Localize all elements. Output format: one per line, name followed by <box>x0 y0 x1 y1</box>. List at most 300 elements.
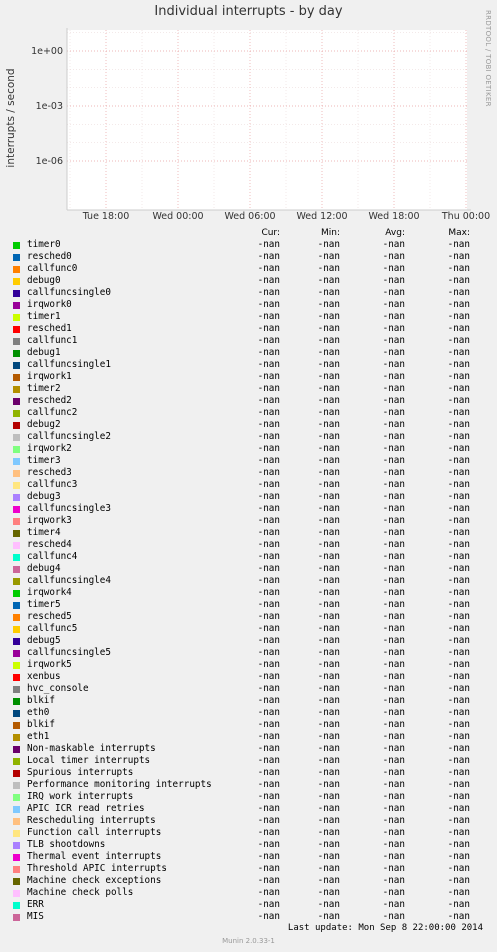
series-name: ERR <box>27 899 44 910</box>
series-name: debug2 <box>27 419 61 430</box>
legend-swatch <box>13 662 20 669</box>
series-min-value: -nan <box>317 359 340 370</box>
legend-row <box>0 455 497 467</box>
series-min-value: -nan <box>317 863 340 874</box>
legend-row <box>0 491 497 503</box>
series-avg-value: -nan <box>382 743 405 754</box>
series-name: debug0 <box>27 275 61 286</box>
series-avg-value: -nan <box>382 275 405 286</box>
series-min-value: -nan <box>317 491 340 502</box>
legend-swatch <box>13 278 20 285</box>
legend-swatch <box>13 314 20 321</box>
legend-swatch <box>13 842 20 849</box>
series-name: irqwork5 <box>27 659 72 670</box>
series-name: xenbus <box>27 671 61 682</box>
legend-row <box>0 611 497 623</box>
series-avg-value: -nan <box>382 407 405 418</box>
series-cur-value: -nan <box>257 911 280 922</box>
series-max-value: -nan <box>447 455 470 466</box>
series-max-value: -nan <box>447 491 470 502</box>
series-min-value: -nan <box>317 275 340 286</box>
chart-title: Individual interrupts - by day <box>154 4 343 19</box>
series-cur-value: -nan <box>257 683 280 694</box>
series-cur-value: -nan <box>257 323 280 334</box>
legend-swatch <box>13 554 20 561</box>
series-name: callfuncsingle2 <box>27 431 111 442</box>
series-min-value: -nan <box>317 395 340 406</box>
series-name: callfunc5 <box>27 623 78 634</box>
legend-swatch <box>13 566 20 573</box>
series-avg-value: -nan <box>382 623 405 634</box>
legend-row <box>0 467 497 479</box>
series-name: irqwork0 <box>27 299 72 310</box>
legend-row <box>0 839 497 851</box>
series-max-value: -nan <box>447 515 470 526</box>
series-name: debug5 <box>27 635 61 646</box>
series-name: timer1 <box>27 311 61 322</box>
series-min-value: -nan <box>317 779 340 790</box>
series-max-value: -nan <box>447 263 470 274</box>
series-min-value: -nan <box>317 611 340 622</box>
legend-row <box>0 827 497 839</box>
series-avg-value: -nan <box>382 587 405 598</box>
legend-row <box>0 767 497 779</box>
series-min-value: -nan <box>317 323 340 334</box>
legend-swatch <box>13 806 20 813</box>
y-tick-label: 1e+00 <box>31 46 63 57</box>
series-cur-value: -nan <box>257 851 280 862</box>
legend-swatch <box>13 434 20 441</box>
series-min-value: -nan <box>317 347 340 358</box>
series-max-value: -nan <box>447 311 470 322</box>
series-cur-value: -nan <box>257 647 280 658</box>
series-cur-value: -nan <box>257 311 280 322</box>
legend-row <box>0 623 497 635</box>
rrdtool-credit: RRDTOOL / TOBI OETIKER <box>484 10 492 107</box>
series-cur-value: -nan <box>257 731 280 742</box>
legend-column-header: Max: <box>448 228 470 238</box>
series-avg-value: -nan <box>382 239 405 250</box>
series-avg-value: -nan <box>382 491 405 502</box>
legend-row <box>0 395 497 407</box>
series-avg-value: -nan <box>382 251 405 262</box>
legend-column-header: Cur: <box>261 228 280 238</box>
series-avg-value: -nan <box>382 755 405 766</box>
series-max-value: -nan <box>447 899 470 910</box>
series-min-value: -nan <box>317 719 340 730</box>
series-avg-value: -nan <box>382 359 405 370</box>
legend-row <box>0 503 497 515</box>
legend-row <box>0 347 497 359</box>
legend-swatch <box>13 638 20 645</box>
series-min-value: -nan <box>317 743 340 754</box>
series-cur-value: -nan <box>257 383 280 394</box>
legend-swatch <box>13 734 20 741</box>
series-name: timer3 <box>27 455 61 466</box>
legend-row <box>0 287 497 299</box>
legend-row <box>0 443 497 455</box>
legend-row <box>0 371 497 383</box>
series-avg-value: -nan <box>382 539 405 550</box>
series-cur-value: -nan <box>257 767 280 778</box>
series-cur-value: -nan <box>257 827 280 838</box>
series-avg-value: -nan <box>382 419 405 430</box>
series-name: callfuncsingle4 <box>27 575 111 586</box>
series-min-value: -nan <box>317 563 340 574</box>
series-min-value: -nan <box>317 827 340 838</box>
series-min-value: -nan <box>317 383 340 394</box>
series-avg-value: -nan <box>382 875 405 886</box>
series-min-value: -nan <box>317 335 340 346</box>
series-min-value: -nan <box>317 635 340 646</box>
legend-row <box>0 851 497 863</box>
x-tick-label: Wed 12:00 <box>296 211 348 222</box>
series-max-value: -nan <box>447 731 470 742</box>
series-max-value: -nan <box>447 323 470 334</box>
legend-row <box>0 647 497 659</box>
series-avg-value: -nan <box>382 887 405 898</box>
series-name: callfuncsingle1 <box>27 359 111 370</box>
series-name: Rescheduling interrupts <box>27 815 156 826</box>
series-max-value: -nan <box>447 743 470 754</box>
legend-swatch <box>13 686 20 693</box>
legend-swatch <box>13 542 20 549</box>
series-avg-value: -nan <box>382 563 405 574</box>
series-name: resched2 <box>27 395 72 406</box>
x-tick-label: Wed 18:00 <box>368 211 420 222</box>
series-avg-value: -nan <box>382 527 405 538</box>
legend-swatch <box>13 470 20 477</box>
series-max-value: -nan <box>447 779 470 790</box>
legend-row <box>0 815 497 827</box>
series-cur-value: -nan <box>257 491 280 502</box>
series-min-value: -nan <box>317 431 340 442</box>
legend-swatch <box>13 698 20 705</box>
legend-swatch <box>13 374 20 381</box>
series-avg-value: -nan <box>382 659 405 670</box>
series-max-value: -nan <box>447 419 470 430</box>
series-cur-value: -nan <box>257 479 280 490</box>
series-name: callfunc2 <box>27 407 78 418</box>
legend-swatch <box>13 914 20 921</box>
series-min-value: -nan <box>317 443 340 454</box>
legend-swatch <box>13 518 20 525</box>
series-max-value: -nan <box>447 887 470 898</box>
series-cur-value: -nan <box>257 503 280 514</box>
series-name: eth1 <box>27 731 50 742</box>
series-cur-value: -nan <box>257 611 280 622</box>
legend-swatch <box>13 866 20 873</box>
series-avg-value: -nan <box>382 791 405 802</box>
series-max-value: -nan <box>447 911 470 922</box>
legend-swatch <box>13 530 20 537</box>
series-min-value: -nan <box>317 551 340 562</box>
series-avg-value: -nan <box>382 767 405 778</box>
series-name: blkif <box>27 719 55 730</box>
series-cur-value: -nan <box>257 719 280 730</box>
series-cur-value: -nan <box>257 287 280 298</box>
series-max-value: -nan <box>447 683 470 694</box>
series-avg-value: -nan <box>382 815 405 826</box>
series-min-value: -nan <box>317 899 340 910</box>
series-name: MIS <box>27 911 44 922</box>
series-cur-value: -nan <box>257 707 280 718</box>
series-min-value: -nan <box>317 803 340 814</box>
legend-row <box>0 599 497 611</box>
series-min-value: -nan <box>317 875 340 886</box>
legend-swatch <box>13 758 20 765</box>
series-max-value: -nan <box>447 635 470 646</box>
series-cur-value: -nan <box>257 587 280 598</box>
legend-swatch <box>13 590 20 597</box>
series-avg-value: -nan <box>382 851 405 862</box>
series-cur-value: -nan <box>257 443 280 454</box>
series-avg-value: -nan <box>382 395 405 406</box>
series-max-value: -nan <box>447 755 470 766</box>
series-max-value: -nan <box>447 299 470 310</box>
legend-row <box>0 431 497 443</box>
series-max-value: -nan <box>447 815 470 826</box>
series-cur-value: -nan <box>257 635 280 646</box>
series-cur-value: -nan <box>257 659 280 670</box>
series-cur-value: -nan <box>257 755 280 766</box>
series-max-value: -nan <box>447 659 470 670</box>
series-max-value: -nan <box>447 839 470 850</box>
legend-row <box>0 419 497 431</box>
series-cur-value: -nan <box>257 431 280 442</box>
legend-swatch <box>13 710 20 717</box>
series-name: TLB shootdowns <box>27 839 106 850</box>
legend-swatch <box>13 674 20 681</box>
series-min-value: -nan <box>317 887 340 898</box>
legend-swatch <box>13 338 20 345</box>
legend-row <box>0 275 497 287</box>
legend-row <box>0 887 497 899</box>
series-avg-value: -nan <box>382 503 405 514</box>
legend-swatch <box>13 878 20 885</box>
series-max-value: -nan <box>447 791 470 802</box>
series-avg-value: -nan <box>382 515 405 526</box>
legend-swatch <box>13 650 20 657</box>
series-min-value: -nan <box>317 851 340 862</box>
series-cur-value: -nan <box>257 875 280 886</box>
series-max-value: -nan <box>447 287 470 298</box>
series-max-value: -nan <box>447 827 470 838</box>
series-cur-value: -nan <box>257 395 280 406</box>
series-avg-value: -nan <box>382 779 405 790</box>
series-name: irqwork4 <box>27 587 72 598</box>
series-min-value: -nan <box>317 455 340 466</box>
legend-row <box>0 323 497 335</box>
series-min-value: -nan <box>317 647 340 658</box>
series-avg-value: -nan <box>382 467 405 478</box>
series-max-value: -nan <box>447 707 470 718</box>
legend-row <box>0 863 497 875</box>
legend-column-header: Min: <box>320 228 340 238</box>
series-name: IRQ work interrupts <box>27 791 134 802</box>
legend-swatch <box>13 818 20 825</box>
series-max-value: -nan <box>447 275 470 286</box>
series-name: blkif <box>27 695 55 706</box>
series-max-value: -nan <box>447 611 470 622</box>
legend-swatch <box>13 446 20 453</box>
series-cur-value: -nan <box>257 887 280 898</box>
series-max-value: -nan <box>447 719 470 730</box>
legend-row <box>0 479 497 491</box>
series-max-value: -nan <box>447 695 470 706</box>
series-avg-value: -nan <box>382 731 405 742</box>
legend-row <box>0 803 497 815</box>
series-max-value: -nan <box>447 383 470 394</box>
legend-row <box>0 239 497 251</box>
series-name: hvc_console <box>27 683 89 694</box>
legend-swatch <box>13 458 20 465</box>
series-name: resched0 <box>27 251 72 262</box>
series-min-value: -nan <box>317 479 340 490</box>
last-update: Last update: Mon Sep 8 22:00:00 2014 <box>287 923 483 933</box>
series-name: timer2 <box>27 383 61 394</box>
legend-row <box>0 731 497 743</box>
legend-swatch <box>13 242 20 249</box>
series-min-value: -nan <box>317 299 340 310</box>
series-name: irqwork3 <box>27 515 72 526</box>
series-avg-value: -nan <box>382 719 405 730</box>
legend-row <box>0 251 497 263</box>
legend-swatch <box>13 770 20 777</box>
series-cur-value: -nan <box>257 695 280 706</box>
series-avg-value: -nan <box>382 299 405 310</box>
series-cur-value: -nan <box>257 347 280 358</box>
series-min-value: -nan <box>317 311 340 322</box>
series-avg-value: -nan <box>382 803 405 814</box>
series-avg-value: -nan <box>382 443 405 454</box>
legend-row <box>0 707 497 719</box>
series-max-value: -nan <box>447 239 470 250</box>
series-min-value: -nan <box>317 659 340 670</box>
series-max-value: -nan <box>447 539 470 550</box>
series-avg-value: -nan <box>382 707 405 718</box>
series-name: Machine check polls <box>27 887 134 898</box>
legend-row <box>0 563 497 575</box>
legend-row <box>0 527 497 539</box>
series-max-value: -nan <box>447 527 470 538</box>
series-cur-value: -nan <box>257 803 280 814</box>
series-cur-value: -nan <box>257 743 280 754</box>
series-avg-value: -nan <box>382 599 405 610</box>
series-min-value: -nan <box>317 419 340 430</box>
series-avg-value: -nan <box>382 347 405 358</box>
legend-swatch <box>13 602 20 609</box>
series-cur-value: -nan <box>257 575 280 586</box>
series-cur-value: -nan <box>257 359 280 370</box>
plot-area <box>67 30 467 210</box>
series-avg-value: -nan <box>382 683 405 694</box>
series-cur-value: -nan <box>257 239 280 250</box>
y-tick-label: 1e-06 <box>35 156 63 167</box>
y-axis-label: interrupts / second <box>5 68 17 168</box>
series-avg-value: -nan <box>382 311 405 322</box>
series-max-value: -nan <box>447 851 470 862</box>
series-min-value: -nan <box>317 251 340 262</box>
legend-swatch <box>13 614 20 621</box>
series-avg-value: -nan <box>382 551 405 562</box>
series-avg-value: -nan <box>382 863 405 874</box>
series-name: callfuncsingle3 <box>27 503 111 514</box>
series-max-value: -nan <box>447 587 470 598</box>
series-max-value: -nan <box>447 875 470 886</box>
legend-swatch <box>13 626 20 633</box>
legend-swatch <box>13 830 20 837</box>
series-name: APIC ICR read retries <box>27 803 145 814</box>
legend-column-header: Avg: <box>385 228 405 238</box>
series-avg-value: -nan <box>382 575 405 586</box>
series-min-value: -nan <box>317 527 340 538</box>
legend-row <box>0 383 497 395</box>
series-name: Threshold APIC interrupts <box>27 863 167 874</box>
series-cur-value: -nan <box>257 863 280 874</box>
series-min-value: -nan <box>317 791 340 802</box>
legend-row <box>0 263 497 275</box>
series-max-value: -nan <box>447 443 470 454</box>
series-min-value: -nan <box>317 839 340 850</box>
legend-row <box>0 515 497 527</box>
legend-row <box>0 335 497 347</box>
series-avg-value: -nan <box>382 263 405 274</box>
series-cur-value: -nan <box>257 815 280 826</box>
series-cur-value: -nan <box>257 899 280 910</box>
series-min-value: -nan <box>317 671 340 682</box>
legend-swatch <box>13 902 20 909</box>
legend-row <box>0 671 497 683</box>
series-min-value: -nan <box>317 623 340 634</box>
series-max-value: -nan <box>447 395 470 406</box>
legend-row <box>0 359 497 371</box>
series-name: callfunc0 <box>27 263 78 274</box>
series-cur-value: -nan <box>257 839 280 850</box>
series-max-value: -nan <box>447 431 470 442</box>
legend-row <box>0 875 497 887</box>
legend-row <box>0 587 497 599</box>
series-min-value: -nan <box>317 707 340 718</box>
x-tick-label: Tue 18:00 <box>82 211 130 222</box>
series-avg-value: -nan <box>382 899 405 910</box>
series-name: Spurious interrupts <box>27 767 134 778</box>
series-max-value: -nan <box>447 563 470 574</box>
munin-version: Munin 2.0.33-1 <box>222 937 275 945</box>
legend-swatch <box>13 722 20 729</box>
series-avg-value: -nan <box>382 611 405 622</box>
series-name: Performance monitoring interrupts <box>27 779 212 790</box>
series-max-value: -nan <box>447 251 470 262</box>
series-cur-value: -nan <box>257 671 280 682</box>
series-max-value: -nan <box>447 479 470 490</box>
legend-swatch <box>13 254 20 261</box>
series-max-value: -nan <box>447 599 470 610</box>
series-avg-value: -nan <box>382 635 405 646</box>
series-name: resched1 <box>27 323 72 334</box>
series-name: irqwork1 <box>27 371 72 382</box>
legend-row <box>0 635 497 647</box>
legend-row <box>0 683 497 695</box>
series-name: timer0 <box>27 239 61 250</box>
series-cur-value: -nan <box>257 539 280 550</box>
series-max-value: -nan <box>447 863 470 874</box>
legend-swatch <box>13 422 20 429</box>
series-min-value: -nan <box>317 755 340 766</box>
series-name: timer5 <box>27 599 61 610</box>
series-avg-value: -nan <box>382 455 405 466</box>
series-name: irqwork2 <box>27 443 72 454</box>
